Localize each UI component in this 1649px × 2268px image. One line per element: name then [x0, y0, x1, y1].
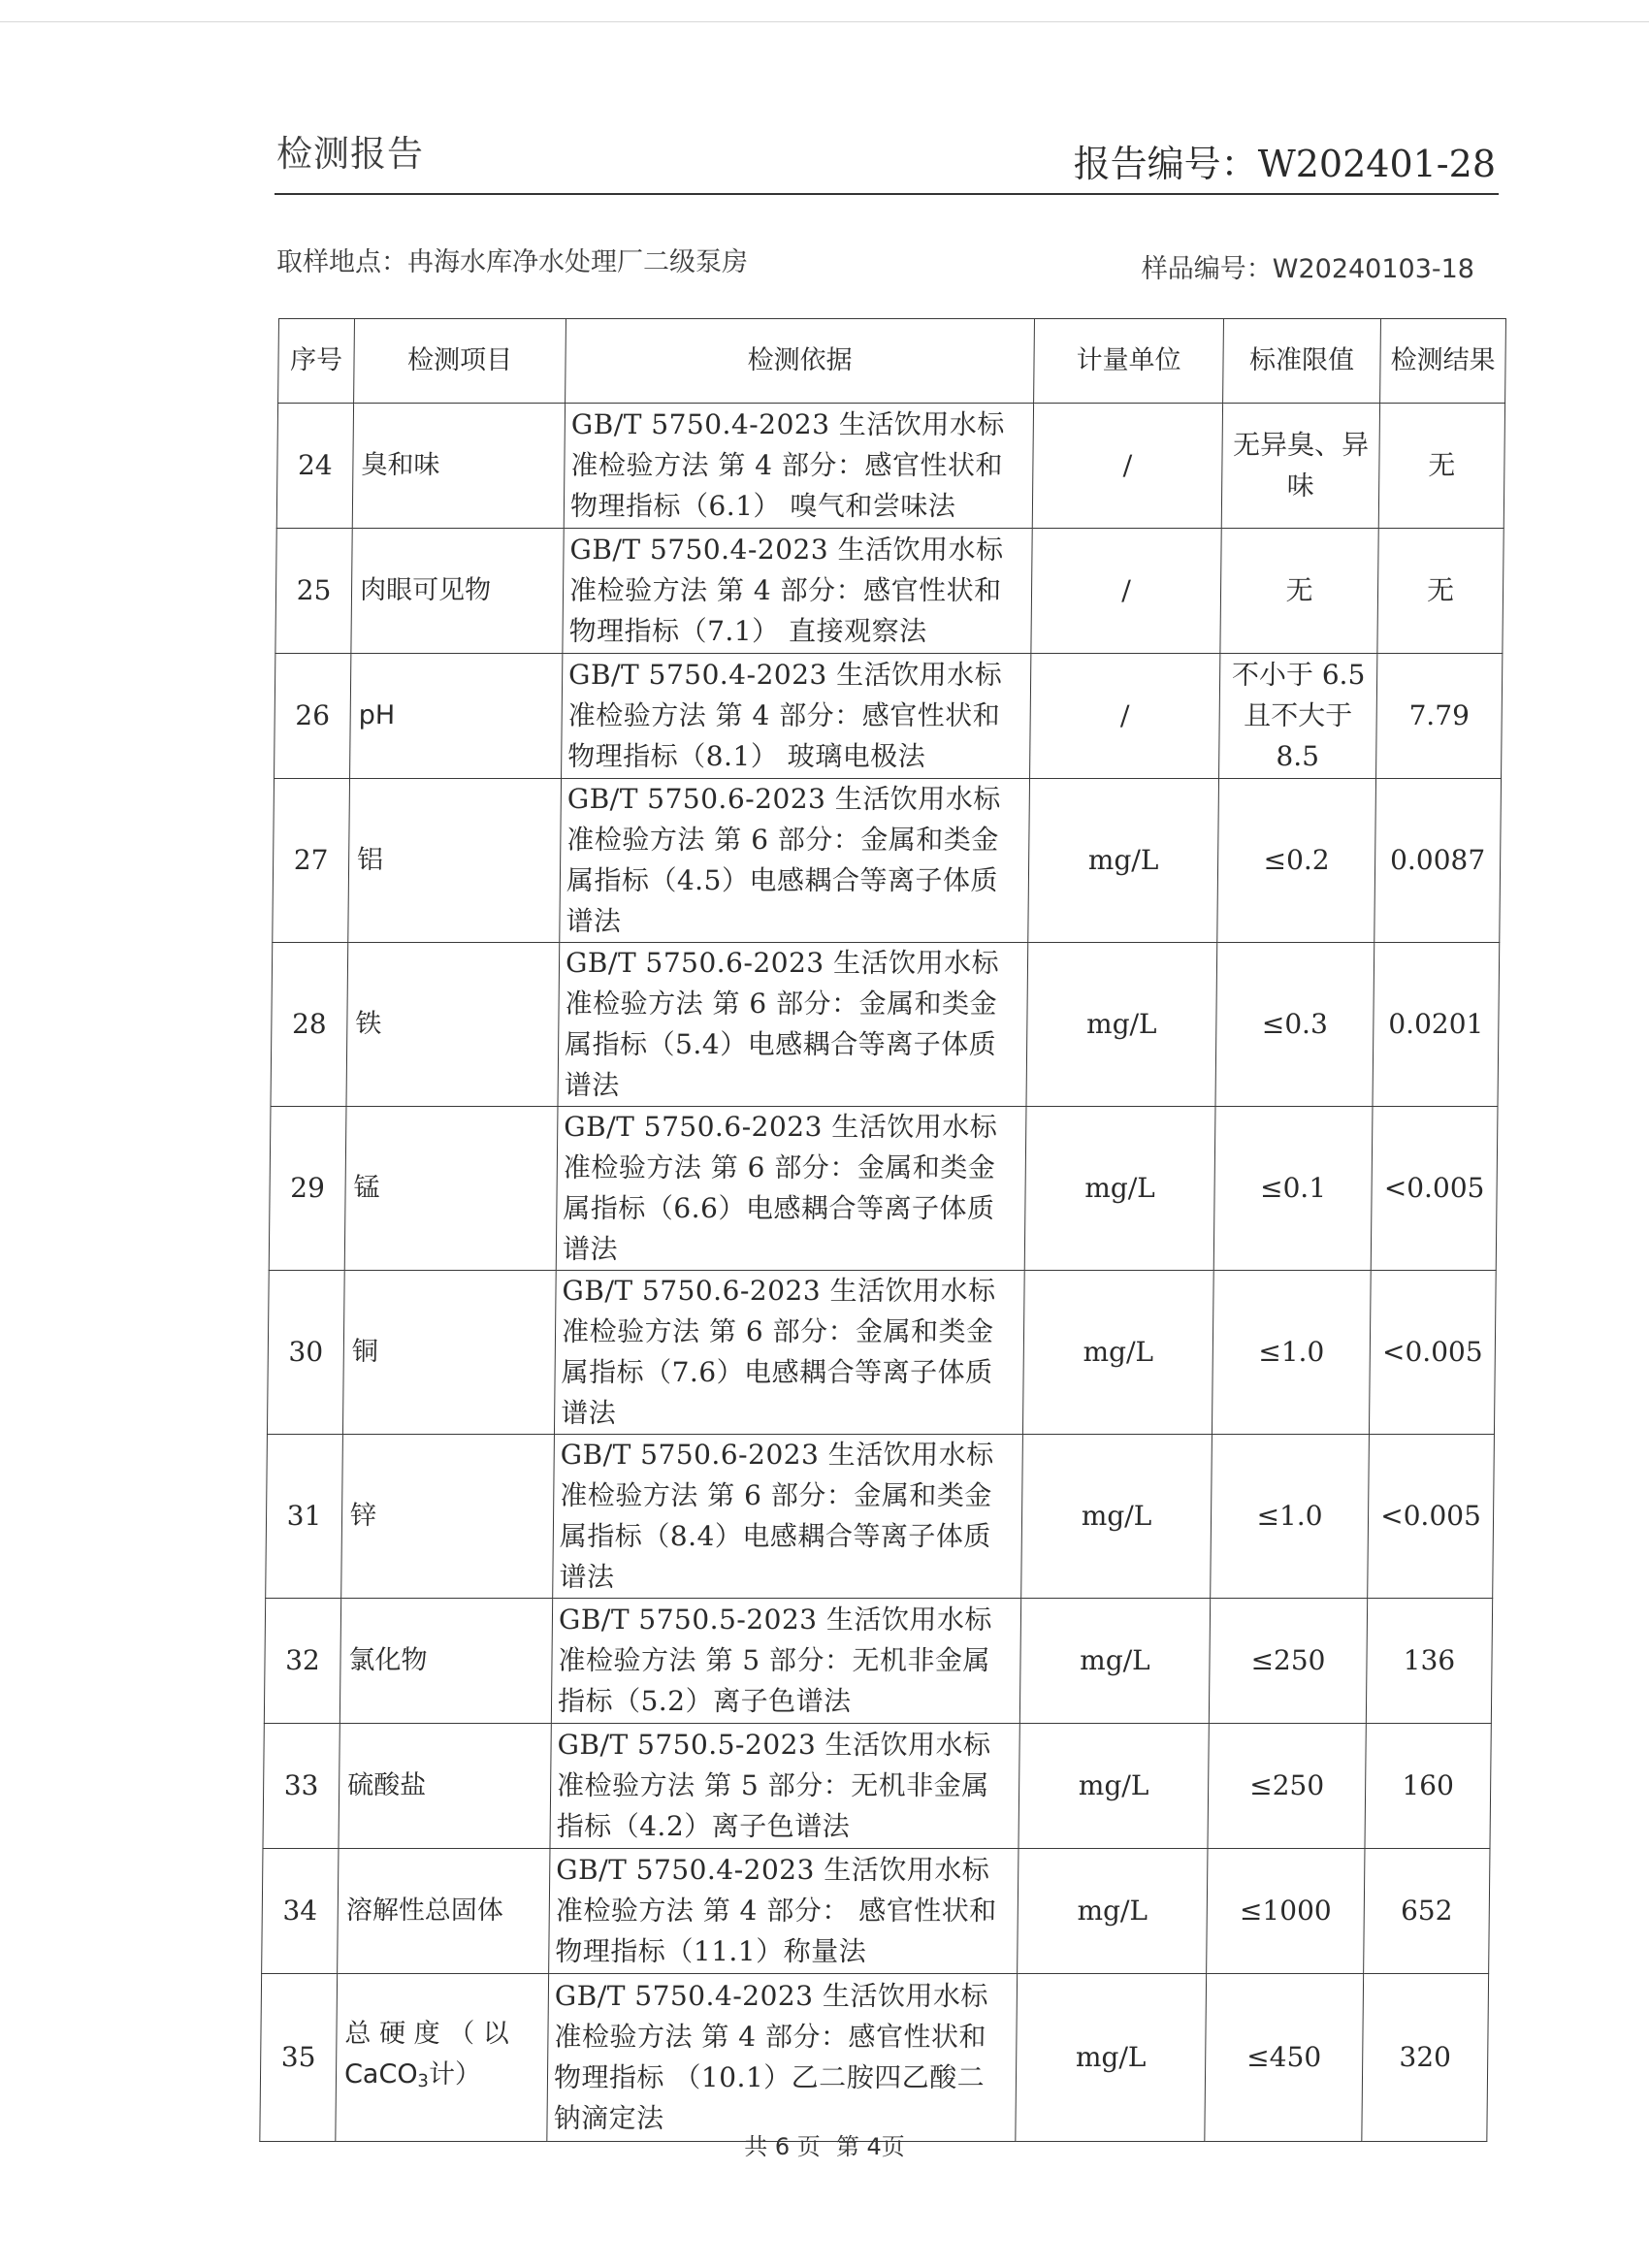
sample-number: [1142, 247, 1474, 285]
cell-unit: mg/L: [1018, 1724, 1209, 1849]
table-header-row: [278, 319, 1506, 404]
table-row: [262, 1849, 1490, 1974]
cell-no: 24: [276, 404, 353, 529]
cell-result: 无: [1377, 529, 1504, 654]
table-row: [275, 654, 1503, 779]
column-header-item: 检测项目: [354, 319, 566, 404]
cell-limit: ≤1.0: [1211, 1435, 1370, 1599]
sampling-location-value: 冉海水库净水处理厂二级泵房: [407, 247, 748, 277]
cell-basis: GB/T 5750.6-2023 生活饮用水标准检验方法 第 6 部分：金属和类金属指标（6.6）电感耦合等离子体质谱法: [556, 1107, 1026, 1271]
table-row: [264, 1599, 1492, 1724]
table-row: [263, 1724, 1491, 1849]
table-row: [271, 943, 1500, 1107]
table-row: [260, 1974, 1489, 2142]
cell-item: 铜: [342, 1271, 556, 1435]
cell-no: 34: [262, 1849, 339, 1974]
table-row: [269, 1107, 1498, 1271]
cell-no: 35: [260, 1974, 338, 2142]
cell-result: <0.005: [1371, 1107, 1498, 1271]
cell-limit: ≤1000: [1207, 1849, 1365, 1974]
results-table: [259, 318, 1506, 2142]
cell-item-subscript: 3: [417, 2070, 430, 2091]
document-title: 检测报告: [276, 133, 424, 175]
cell-limit: ≤1.0: [1212, 1271, 1371, 1435]
cell-item: 氯化物: [340, 1599, 552, 1724]
cell-item-main: 总 硬 度 （ 以 CaCO: [343, 2018, 509, 2090]
column-header-limit: 标准限值: [1223, 319, 1381, 404]
table-row: [275, 529, 1504, 654]
cell-no: 27: [273, 779, 350, 943]
cell-limit: ≤0.2: [1217, 779, 1376, 943]
cell-basis: GB/T 5750.6-2023 生活饮用水标准检验方法 第 6 部分：金属和类金属指标（5.4）电感耦合等离子体质谱法: [558, 943, 1028, 1107]
total-pages: 共 6 页: [744, 2133, 821, 2160]
table-row: [276, 404, 1504, 529]
cell-unit: mg/L: [1026, 943, 1217, 1107]
cell-item-tail: 计）: [428, 2058, 482, 2090]
cell-result: <0.005: [1369, 1271, 1496, 1435]
column-header-result: 检测结果: [1380, 319, 1506, 404]
cell-no: 26: [275, 654, 351, 779]
cell-no: 29: [269, 1107, 346, 1271]
cell-unit: mg/L: [1018, 1849, 1208, 1974]
table-row: [266, 1435, 1495, 1599]
scan-top-edge: [0, 21, 1649, 22]
cell-no: 32: [264, 1599, 340, 1724]
cell-basis: GB/T 5750.4-2023 生活饮用水标准检验方法 第 4 部分：感官性状和物理指标（8.1） 玻璃电极法: [562, 654, 1031, 779]
cell-no: 31: [266, 1435, 343, 1599]
cell-unit: mg/L: [1024, 1107, 1215, 1271]
cell-basis: GB/T 5750.4-2023 生活饮用水标准检验方法 第 4 部分： 感官性状和物理指标（11.1）称量法: [549, 1849, 1018, 1974]
cell-limit: ≤0.1: [1213, 1107, 1373, 1271]
cell-result: 7.79: [1376, 654, 1503, 779]
cell-item: pH: [350, 654, 563, 779]
cell-result: 652: [1364, 1849, 1490, 1974]
cell-item: [336, 1974, 549, 2142]
cell-limit: 无: [1220, 529, 1378, 654]
cell-unit: /: [1031, 529, 1221, 654]
cell-basis: GB/T 5750.4-2023 生活饮用水标准检验方法 第 4 部分：感官性状和物理指标（7.1） 直接观察法: [563, 529, 1032, 654]
report-number-value: W202401-28: [1257, 143, 1496, 185]
cell-unit: mg/L: [1028, 779, 1219, 943]
cell-unit: mg/L: [1022, 1271, 1213, 1435]
cell-basis: GB/T 5750.5-2023 生活饮用水标准检验方法 第 5 部分：无机非金属指标（5.2）离子色谱法: [551, 1599, 1020, 1724]
sampling-location: [276, 241, 748, 278]
cell-basis: GB/T 5750.4-2023 生活饮用水标准检验方法 第 4 部分：感官性状和物理指标 （10.1）乙二胺四乙酸二钠滴定法: [547, 1974, 1018, 2142]
cell-basis: GB/T 5750.6-2023 生活饮用水标准检验方法 第 6 部分：金属和类金属指标（8.4）电感耦合等离子体质谱法: [553, 1435, 1023, 1599]
column-header-unit: 计量单位: [1034, 319, 1224, 404]
cell-unit: /: [1032, 404, 1222, 529]
cell-result: 0.0087: [1374, 779, 1502, 943]
cell-item: 铝: [348, 779, 562, 943]
page-footer: [0, 2127, 1649, 2161]
cell-result: <0.005: [1368, 1435, 1495, 1599]
cell-result: 无: [1378, 404, 1504, 529]
cell-limit: ≤250: [1208, 1724, 1366, 1849]
table-row: [267, 1271, 1496, 1435]
current-page: 第 4页: [835, 2133, 905, 2160]
cell-basis: GB/T 5750.6-2023 生活饮用水标准检验方法 第 6 部分：金属和类金属指标（4.5）电感耦合等离子体质谱法: [560, 779, 1030, 943]
cell-item: 溶解性总固体: [338, 1849, 550, 1974]
column-header-basis: 检测依据: [566, 319, 1035, 404]
cell-unit: mg/L: [1019, 1599, 1210, 1724]
cell-item: 硫酸盐: [339, 1724, 551, 1849]
cell-unit: mg/L: [1021, 1435, 1212, 1599]
cell-limit: 不小于 6.5 且不大于 8.5: [1219, 654, 1377, 779]
cell-item: 锰: [344, 1107, 558, 1271]
cell-result: 136: [1366, 1599, 1492, 1724]
cell-result: 0.0201: [1373, 943, 1500, 1107]
cell-item: 锌: [341, 1435, 555, 1599]
cell-no: 33: [263, 1724, 340, 1849]
header-rule: [275, 193, 1499, 195]
report-number: [1074, 134, 1496, 187]
cell-limit: ≤250: [1209, 1599, 1367, 1724]
cell-result: 320: [1362, 1974, 1489, 2142]
report-number-label: 报告编号：: [1073, 143, 1258, 185]
cell-basis: GB/T 5750.6-2023 生活饮用水标准检验方法 第 6 部分：金属和类金属指标（7.6）电感耦合等离子体质谱法: [554, 1271, 1024, 1435]
sampling-location-label: 取样地点：: [276, 247, 407, 277]
cell-basis: GB/T 5750.4-2023 生活饮用水标准检验方法 第 4 部分：感官性状和物理指标（6.1） 嗅气和尝味法: [564, 404, 1033, 529]
column-header-no: 序号: [278, 319, 355, 404]
cell-no: 28: [271, 943, 348, 1107]
sample-number-value: W20240103-18: [1272, 254, 1474, 284]
cell-no: 25: [275, 529, 352, 654]
cell-no: 30: [267, 1271, 344, 1435]
cell-item: 臭和味: [352, 404, 565, 529]
cell-unit: mg/L: [1016, 1974, 1207, 2142]
sample-number-label: 样品编号：: [1141, 254, 1273, 284]
cell-basis: GB/T 5750.5-2023 生活饮用水标准检验方法 第 5 部分：无机非金属指标（4.2）离子色谱法: [550, 1724, 1019, 1849]
cell-result: 160: [1365, 1724, 1491, 1849]
cell-limit: ≤450: [1205, 1974, 1364, 2142]
cell-limit: ≤0.3: [1215, 943, 1374, 1107]
cell-item: 铁: [346, 943, 560, 1107]
table-row: [273, 779, 1502, 943]
cell-unit: /: [1030, 654, 1220, 779]
cell-limit: 无异臭、异味: [1221, 404, 1379, 529]
cell-item: 肉眼可见物: [351, 529, 564, 654]
